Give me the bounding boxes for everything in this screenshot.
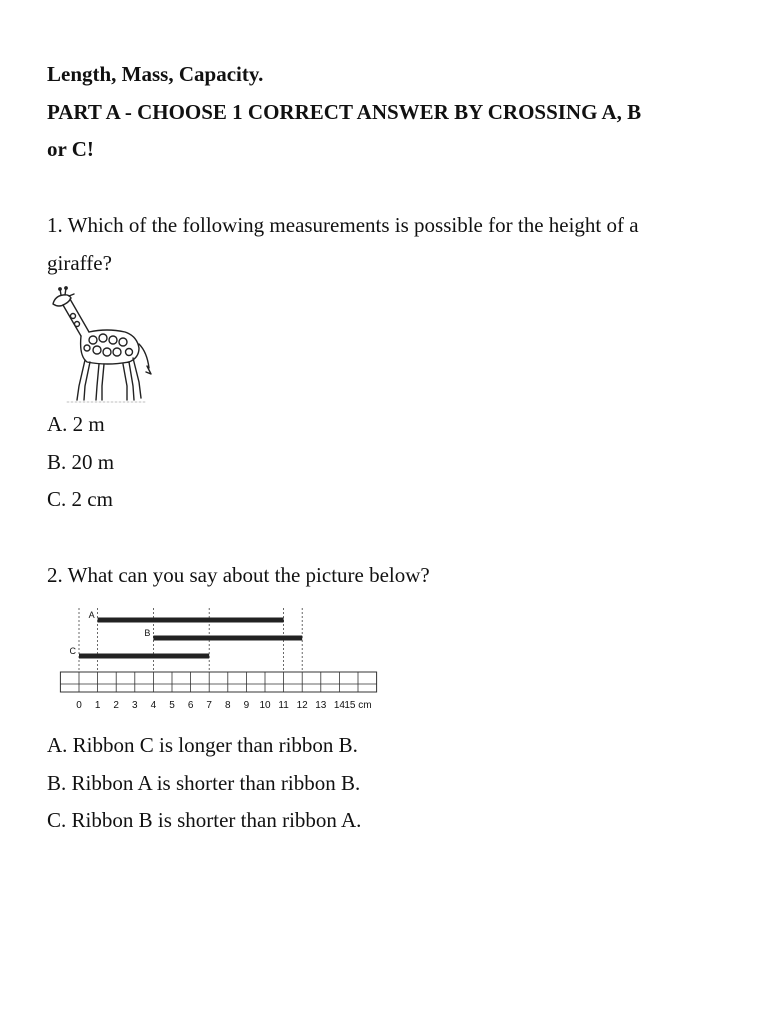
ruler-box xyxy=(60,672,376,692)
question-1-line-2: giraffe? xyxy=(47,251,112,275)
instruction-line-2: or C! xyxy=(47,137,94,161)
tick-label: 8 xyxy=(225,700,231,711)
giraffe-icon xyxy=(47,286,155,406)
tick-label: 15 cm xyxy=(344,700,372,711)
ribbon-c xyxy=(79,654,209,659)
tick-label: 11 xyxy=(278,700,289,711)
question-1-option-c[interactable]: C. 2 cm xyxy=(47,487,113,511)
tick-label: 13 xyxy=(315,700,327,711)
question-1-line-1: 1. Which of the following measurements is possible for the height of a xyxy=(47,213,639,237)
tick-label: 5 xyxy=(169,700,175,711)
tick-label: 10 xyxy=(259,700,271,711)
ribbon-label: A xyxy=(88,610,95,620)
question-2-text: 2. What can you say about the picture below? xyxy=(47,563,430,587)
tick-label: 14 xyxy=(333,700,345,711)
question-2-option-b[interactable]: B. Ribbon A is shorter than ribbon B. xyxy=(47,771,361,795)
instruction-line-1: PART A - CHOOSE 1 CORRECT ANSWER BY CROSSING A, B xyxy=(47,100,642,124)
ribbon-ruler-figure xyxy=(57,600,402,720)
tick-label: 3 xyxy=(132,700,138,711)
worksheet-title: Length, Mass, Capacity. xyxy=(47,62,264,86)
tick-label: 12 xyxy=(296,700,308,711)
ribbon-label: C xyxy=(69,646,76,656)
question-1-option-a[interactable]: A. 2 m xyxy=(47,412,105,436)
question-2-option-a[interactable]: A. Ribbon C is longer than ribbon B. xyxy=(47,733,358,757)
tick-label: 6 xyxy=(187,700,194,711)
tick-label: 9 xyxy=(243,700,250,711)
ribbon-label: B xyxy=(144,628,151,638)
question-2-option-c[interactable]: C. Ribbon B is shorter than ribbon A. xyxy=(47,808,362,832)
tick-label: 4 xyxy=(150,700,157,711)
ribbon-b xyxy=(153,636,302,641)
tick-label: 0 xyxy=(76,700,82,711)
tick-label: 1 xyxy=(94,700,101,711)
question-1-option-b[interactable]: B. 20 m xyxy=(47,450,115,474)
tick-label: 7 xyxy=(206,700,212,711)
tick-label: 2 xyxy=(113,700,119,711)
ribbon-a xyxy=(98,618,284,623)
